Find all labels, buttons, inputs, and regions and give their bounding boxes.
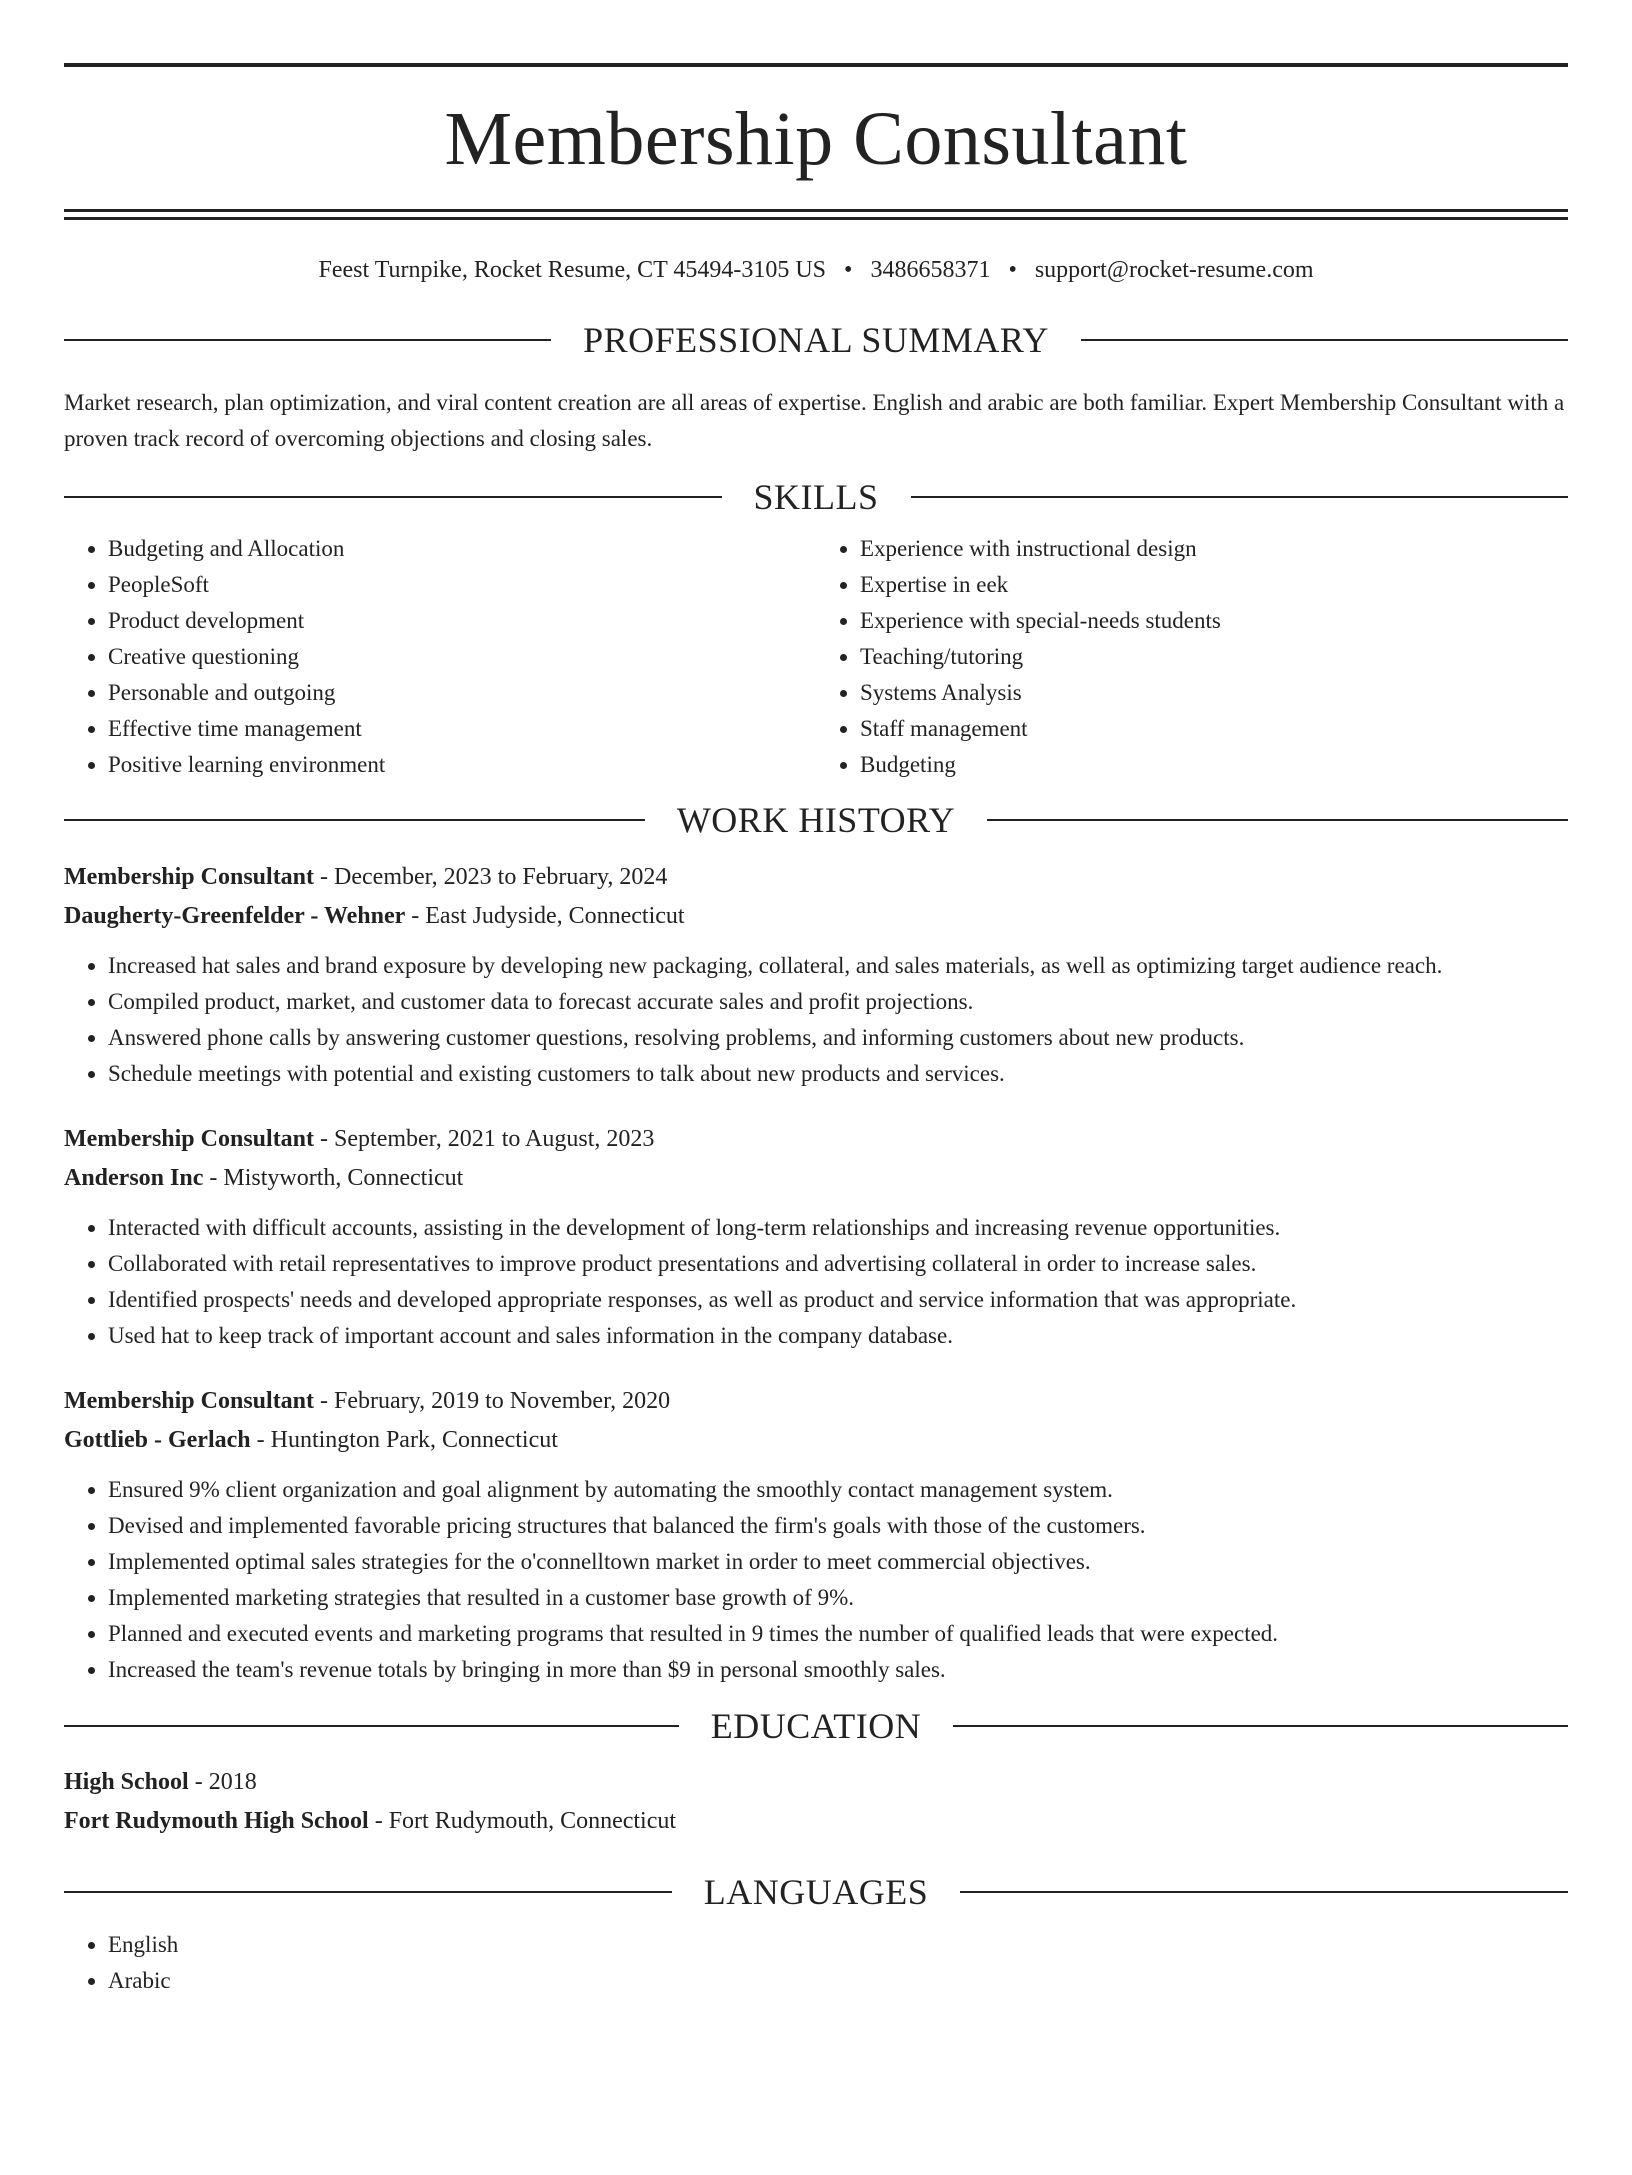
job-bullet: • Ensured 9% client organization and goal alignment by automating the smoothly contact management system. [108, 1472, 1568, 1508]
job-bullet: • Identified prospects' needs and developed appropriate responses, as well as product and service information that was appropriate. [108, 1282, 1568, 1318]
section-heading-label: WORK HISTORY [676, 800, 956, 840]
skills-column-left [64, 531, 816, 783]
section-heading-label: LANGUAGES [703, 1872, 929, 1912]
skill-item: • Experience with instructional design [860, 531, 1568, 567]
skills-column-right [816, 531, 1568, 783]
education-location: - Fort Rudymouth, Connecticut [368, 1808, 677, 1834]
section-heading-education [64, 1708, 1568, 1744]
education-degree: High School [64, 1769, 189, 1795]
section-heading-label: SKILLS [753, 477, 879, 517]
job-location: - Mistyworth, Connecticut [203, 1165, 464, 1191]
job-bullets [64, 948, 1568, 1092]
title-double-rule [64, 209, 1568, 220]
job-bullet: • Implemented marketing strategies that resulted in a customer base growth of 9%. [108, 1580, 1568, 1616]
job-bullet: • Answered phone calls by answering customer questions, resolving problems, and informing customers about new products. [108, 1020, 1568, 1056]
job-title-line [64, 1120, 1568, 1159]
job-bullet: • Interacted with difficult accounts, assisting in the development of long-term relationships and increasing revenue opportunities. [108, 1210, 1568, 1246]
contact-separator: • [1008, 257, 1017, 283]
skill-item: • Experience with special-needs students [860, 603, 1568, 639]
job-bullet: • Used hat to keep track of important account and sales information in the company database. [108, 1318, 1568, 1354]
job-bullet: • Devised and implemented favorable pricing structures that balanced the firm's goals with those of the customers. [108, 1508, 1568, 1544]
contact-separator: • [844, 257, 853, 283]
section-heading-work-history [64, 802, 1568, 838]
skill-item: • Positive learning environment [108, 747, 816, 783]
job-bullet: • Collaborated with retail representatives to improve product presentations and advertising collateral in order to increase sales. [108, 1246, 1568, 1282]
skill-item: • Systems Analysis [860, 675, 1568, 711]
job-bullet: • Implemented optimal sales strategies for the o'connelltown market in order to meet commercial objectives. [108, 1544, 1568, 1580]
summary-text: Market research, plan optimization, and viral content creation are all areas of expertise. English and arabic are both familiar. Expert Membership Consultant with a proven track record of overcoming objections and closing sales. [64, 390, 1565, 451]
section-heading-label: PROFESSIONAL SUMMARY [583, 320, 1049, 360]
education-school: Fort Rudymouth High School [64, 1808, 369, 1834]
section-heading-languages [64, 1874, 1568, 1910]
job-company-line [64, 897, 1568, 936]
skill-item: • PeopleSoft [108, 567, 816, 603]
job-location: - Huntington Park, Connecticut [250, 1427, 558, 1453]
skill-item: • Personable and outgoing [108, 675, 816, 711]
contact-line [64, 258, 1568, 282]
skills-list [64, 531, 1568, 783]
contact-email: support@rocket-resume.com [1034, 257, 1314, 283]
contact-address: Feest Turnpike, Rocket Resume, CT 45494-3105 US [318, 257, 827, 283]
education-entry [64, 1763, 1568, 1841]
language-item: • English [108, 1927, 1568, 1963]
contact-phone: 3486658371 [870, 257, 991, 283]
languages-list [64, 1927, 1568, 1999]
job-bullet: • Schedule meetings with potential and existing customers to talk about new products and services. [108, 1056, 1568, 1092]
section-heading-summary [64, 322, 1568, 358]
skill-item: • Budgeting and Allocation [108, 531, 816, 567]
job-company: Daugherty-Greenfelder - Wehner [64, 903, 406, 929]
job-title: Membership Consultant [64, 864, 315, 890]
job-dates: - September, 2021 to August, 2023 [314, 1126, 655, 1152]
job-title-line [64, 1382, 1568, 1421]
job-entry [64, 1120, 1568, 1354]
skill-item: • Teaching/tutoring [860, 639, 1568, 675]
job-entry [64, 1382, 1568, 1688]
skill-item: • Budgeting [860, 747, 1568, 783]
job-company: Anderson Inc [64, 1165, 204, 1191]
top-rule [64, 63, 1568, 67]
job-bullets [64, 1472, 1568, 1688]
job-title: Membership Consultant [64, 1388, 315, 1414]
section-heading-skills [64, 479, 1568, 515]
skill-item: • Effective time management [108, 711, 816, 747]
job-company: Gottlieb - Gerlach [64, 1427, 251, 1453]
section-heading-label: EDUCATION [710, 1706, 922, 1746]
job-bullet: • Increased the team's revenue totals by bringing in more than $9 in personal smoothly sales. [108, 1652, 1568, 1688]
job-bullets [64, 1210, 1568, 1354]
job-company-line [64, 1159, 1568, 1198]
job-title-line [64, 858, 1568, 897]
language-item: • Arabic [108, 1963, 1568, 1999]
job-bullet: • Increased hat sales and brand exposure by developing new packaging, collateral, and sales materials, as well as optimizing target audience reach. [108, 948, 1568, 984]
job-bullet: • Compiled product, market, and customer data to forecast accurate sales and profit projections. [108, 984, 1568, 1020]
skill-item: • Creative questioning [108, 639, 816, 675]
skill-item: • Product development [108, 603, 816, 639]
education-degree-line [64, 1763, 1568, 1802]
skill-item: • Staff management [860, 711, 1568, 747]
job-entry [64, 858, 1568, 1092]
resume-page [0, 63, 1632, 2175]
skill-item: • Expertise in eek [860, 567, 1568, 603]
education-school-line [64, 1802, 1568, 1841]
job-dates: - February, 2019 to November, 2020 [314, 1388, 671, 1414]
job-title: Membership Consultant [64, 1126, 315, 1152]
job-company-line [64, 1421, 1568, 1460]
job-location: - East Judyside, Connecticut [405, 903, 685, 929]
job-dates: - December, 2023 to February, 2024 [314, 864, 668, 890]
resume-title: Membership Consultant [444, 97, 1188, 181]
job-bullet: • Planned and executed events and marketing programs that resulted in 9 times the number of qualified leads that were expected. [108, 1616, 1568, 1652]
education-year: - 2018 [188, 1769, 257, 1795]
